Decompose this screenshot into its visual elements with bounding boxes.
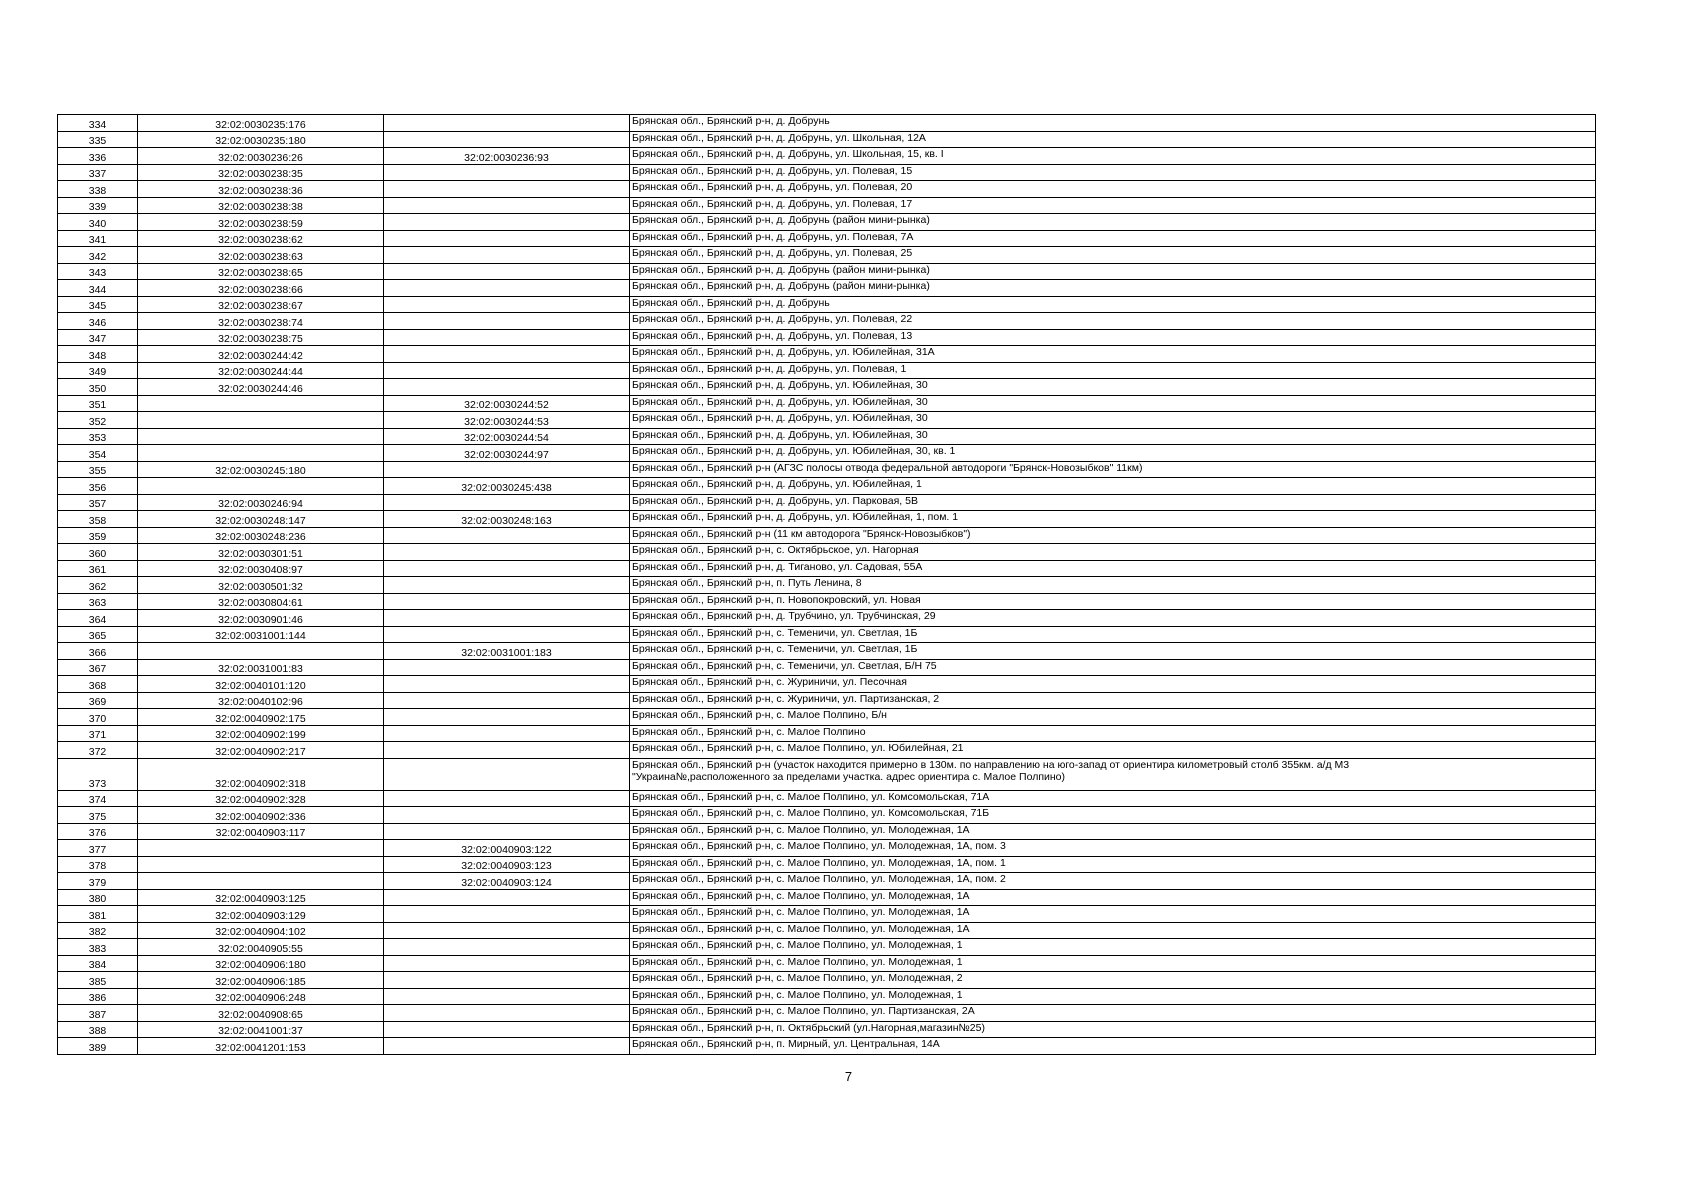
cadastral-number-cell: 32:02:0041001:37 <box>138 1021 384 1038</box>
row-number-cell: 385 <box>58 972 138 989</box>
row-number-cell: 363 <box>58 593 138 610</box>
row-number-cell: 351 <box>58 395 138 412</box>
linked-cadastral-number-cell: 32:02:0040903:122 <box>384 840 630 857</box>
table-row <box>58 247 1596 264</box>
table-row <box>58 395 1596 412</box>
row-number-cell: 379 <box>58 873 138 890</box>
table-row <box>58 412 1596 429</box>
cadastral-number-cell <box>138 873 384 890</box>
linked-cadastral-number-cell: 32:02:0031001:183 <box>384 643 630 660</box>
linked-cadastral-number-cell: 32:02:0030245:438 <box>384 478 630 495</box>
table-row <box>58 280 1596 297</box>
address-cell: Брянская обл., Брянский р-н, с. Малое Полпино, ул. Молодежная, 1 <box>630 939 1596 956</box>
row-number-cell: 386 <box>58 988 138 1005</box>
table-row <box>58 511 1596 528</box>
cadastral-number-cell: 32:02:0030238:36 <box>138 181 384 198</box>
cadastral-number-cell: 32:02:0030238:65 <box>138 263 384 280</box>
table-row <box>58 478 1596 495</box>
address-cell: Брянская обл., Брянский р-н, с. Теменичи, ул. Светлая, Б/Н 75 <box>630 659 1596 676</box>
linked-cadastral-number-cell <box>384 610 630 627</box>
address-cell: Брянская обл., Брянский р-н, с. Малое Полпино, ул. Молодежная, 1А <box>630 922 1596 939</box>
row-number-cell: 338 <box>58 181 138 198</box>
cadastral-number-cell: 32:02:0030501:32 <box>138 577 384 594</box>
row-number-cell: 373 <box>58 758 138 790</box>
table-row <box>58 1021 1596 1038</box>
linked-cadastral-number-cell <box>384 823 630 840</box>
address-cell: Брянская обл., Брянский р-н, д. Добрунь, ул. Юбилейная, 1, пом. 1 <box>630 511 1596 528</box>
cadastral-number-cell: 32:02:0030235:176 <box>138 115 384 132</box>
linked-cadastral-number-cell: 32:02:0040903:123 <box>384 856 630 873</box>
linked-cadastral-number-cell <box>384 346 630 363</box>
table-row <box>58 313 1596 330</box>
cadastral-number-cell: 32:02:0030238:74 <box>138 313 384 330</box>
address-cell: Брянская обл., Брянский р-н, д. Добрунь, ул. Полевая, 20 <box>630 181 1596 198</box>
address-cell: Брянская обл., Брянский р-н, с. Малое Полпино, ул. Комсомольская, 71А <box>630 790 1596 807</box>
row-number-cell: 349 <box>58 362 138 379</box>
address-cell: Брянская обл., Брянский р-н, д. Добрунь (район мини-рынка) <box>630 214 1596 231</box>
table-row <box>58 362 1596 379</box>
cadastral-number-cell: 32:02:0030238:66 <box>138 280 384 297</box>
cadastral-number-cell <box>138 428 384 445</box>
address-cell: Брянская обл., Брянский р-н (11 км автодорога "Брянск-Новозыбков") <box>630 527 1596 544</box>
address-cell: Брянская обл., Брянский р-н, с. Малое Полпино, ул. Партизанская, 2А <box>630 1005 1596 1022</box>
linked-cadastral-number-cell <box>384 790 630 807</box>
table-row <box>58 790 1596 807</box>
cadastral-number-cell: 32:02:0040906:248 <box>138 988 384 1005</box>
linked-cadastral-number-cell: 32:02:0030244:52 <box>384 395 630 412</box>
address-cell: Брянская обл., Брянский р-н, д. Добрунь, ул. Полевая, 17 <box>630 197 1596 214</box>
page-number: 7 <box>844 1069 853 1084</box>
row-number-cell: 376 <box>58 823 138 840</box>
cadastral-number-cell: 32:02:0030901:46 <box>138 610 384 627</box>
row-number-cell: 340 <box>58 214 138 231</box>
row-number-cell: 359 <box>58 527 138 544</box>
row-number-cell: 388 <box>58 1021 138 1038</box>
table-row <box>58 922 1596 939</box>
cadastral-number-cell: 32:02:0030238:67 <box>138 296 384 313</box>
address-cell: Брянская обл., Брянский р-н, д. Добрунь, ул. Юбилейная, 1 <box>630 478 1596 495</box>
row-number-cell: 357 <box>58 494 138 511</box>
linked-cadastral-number-cell <box>384 197 630 214</box>
cadastral-number-cell: 32:02:0030236:26 <box>138 148 384 165</box>
cadastral-number-cell <box>138 412 384 429</box>
table-row <box>58 544 1596 561</box>
address-cell: Брянская обл., Брянский р-н, п. Мирный, ул. Центральная, 14А <box>630 1038 1596 1055</box>
row-number-cell: 383 <box>58 939 138 956</box>
row-number-cell: 378 <box>58 856 138 873</box>
table-row <box>58 115 1596 132</box>
address-cell: Брянская обл., Брянский р-н, с. Малое Полпино <box>630 725 1596 742</box>
cadastral-number-cell: 32:02:0030244:46 <box>138 379 384 396</box>
table-row <box>58 840 1596 857</box>
row-number-cell: 370 <box>58 709 138 726</box>
table-row <box>58 593 1596 610</box>
address-cell: Брянская обл., Брянский р-н, д. Добрунь <box>630 115 1596 132</box>
linked-cadastral-number-cell: 32:02:0030244:97 <box>384 445 630 462</box>
cadastral-number-cell: 32:02:0040903:117 <box>138 823 384 840</box>
row-number-cell: 348 <box>58 346 138 363</box>
cadastral-number-cell <box>138 445 384 462</box>
row-number-cell: 342 <box>58 247 138 264</box>
linked-cadastral-number-cell <box>384 164 630 181</box>
cadastral-number-cell: 32:02:0040902:336 <box>138 807 384 824</box>
cadastral-number-cell: 32:02:0040904:102 <box>138 922 384 939</box>
row-number-cell: 367 <box>58 659 138 676</box>
cadastral-number-cell: 32:02:0030408:97 <box>138 560 384 577</box>
address-cell: Брянская обл., Брянский р-н, с. Журиничи, ул. Партизанская, 2 <box>630 692 1596 709</box>
row-number-cell: 362 <box>58 577 138 594</box>
cadastral-number-cell: 32:02:0030238:59 <box>138 214 384 231</box>
row-number-cell: 345 <box>58 296 138 313</box>
address-cell: Брянская обл., Брянский р-н, с. Малое Полпино, ул. Молодежная, 2 <box>630 972 1596 989</box>
cadastral-number-cell: 32:02:0040903:125 <box>138 889 384 906</box>
address-cell: Брянская обл., Брянский р-н, с. Малое Полпино, ул. Молодежная, 1 <box>630 955 1596 972</box>
linked-cadastral-number-cell <box>384 544 630 561</box>
cadastral-number-cell: 32:02:0031001:144 <box>138 626 384 643</box>
table-row <box>58 214 1596 231</box>
linked-cadastral-number-cell <box>384 560 630 577</box>
cadastral-number-cell: 32:02:0030238:62 <box>138 230 384 247</box>
linked-cadastral-number-cell <box>384 659 630 676</box>
cadastral-number-cell: 32:02:0030301:51 <box>138 544 384 561</box>
linked-cadastral-number-cell <box>384 906 630 923</box>
table-row <box>58 659 1596 676</box>
cadastral-number-cell: 32:02:0030244:42 <box>138 346 384 363</box>
row-number-cell: 350 <box>58 379 138 396</box>
cadastral-number-cell: 32:02:0030248:236 <box>138 527 384 544</box>
row-number-cell: 339 <box>58 197 138 214</box>
address-cell: Брянская обл., Брянский р-н, с. Малое Полпино, ул. Молодежная, 1А, пом. 3 <box>630 840 1596 857</box>
linked-cadastral-number-cell <box>384 626 630 643</box>
address-cell: Брянская обл., Брянский р-н, с. Малое Полпино, ул. Молодежная, 1А <box>630 823 1596 840</box>
row-number-cell: 341 <box>58 230 138 247</box>
linked-cadastral-number-cell <box>384 214 630 231</box>
table-row <box>58 807 1596 824</box>
table-row <box>58 379 1596 396</box>
cadastral-number-cell: 32:02:0030248:147 <box>138 511 384 528</box>
row-number-cell: 361 <box>58 560 138 577</box>
row-number-cell: 382 <box>58 922 138 939</box>
row-number-cell: 364 <box>58 610 138 627</box>
row-number-cell: 355 <box>58 461 138 478</box>
linked-cadastral-number-cell <box>384 758 630 790</box>
linked-cadastral-number-cell: 32:02:0030244:53 <box>384 412 630 429</box>
table-row <box>58 856 1596 873</box>
address-cell: Брянская обл., Брянский р-н, д. Добрунь, ул. Полевая, 7А <box>630 230 1596 247</box>
cadastral-number-cell <box>138 840 384 857</box>
cadastral-number-cell: 32:02:0040902:328 <box>138 790 384 807</box>
cadastral-number-cell: 32:02:0030238:38 <box>138 197 384 214</box>
row-number-cell: 372 <box>58 742 138 759</box>
table-row <box>58 164 1596 181</box>
table-row <box>58 610 1596 627</box>
table-row <box>58 873 1596 890</box>
table-row <box>58 148 1596 165</box>
linked-cadastral-number-cell: 32:02:0030236:93 <box>384 148 630 165</box>
table-row <box>58 263 1596 280</box>
table-row <box>58 527 1596 544</box>
table-row <box>58 181 1596 198</box>
linked-cadastral-number-cell <box>384 1021 630 1038</box>
linked-cadastral-number-cell: 32:02:0040903:124 <box>384 873 630 890</box>
cadastral-number-cell <box>138 643 384 660</box>
address-cell: Брянская обл., Брянский р-н, с. Октябрьское, ул. Нагорная <box>630 544 1596 561</box>
cadastral-number-cell: 32:02:0030238:35 <box>138 164 384 181</box>
linked-cadastral-number-cell <box>384 494 630 511</box>
linked-cadastral-number-cell <box>384 807 630 824</box>
table-row <box>58 988 1596 1005</box>
table-row <box>58 823 1596 840</box>
cadastral-number-cell <box>138 478 384 495</box>
linked-cadastral-number-cell <box>384 263 630 280</box>
row-number-cell: 375 <box>58 807 138 824</box>
address-cell: Брянская обл., Брянский р-н, с. Малое Полпино, ул. Молодежная, 1 <box>630 988 1596 1005</box>
registry-table <box>57 114 1596 1055</box>
address-cell: Брянская обл., Брянский р-н, д. Добрунь, ул. Юбилейная, 31А <box>630 346 1596 363</box>
table-row <box>58 577 1596 594</box>
linked-cadastral-number-cell <box>384 955 630 972</box>
table-row <box>58 329 1596 346</box>
linked-cadastral-number-cell <box>384 461 630 478</box>
cadastral-number-cell: 32:02:0040903:129 <box>138 906 384 923</box>
row-number-cell: 371 <box>58 725 138 742</box>
table-row <box>58 1005 1596 1022</box>
cadastral-number-cell: 32:02:0040905:55 <box>138 939 384 956</box>
cadastral-number-cell: 32:02:0030235:180 <box>138 131 384 148</box>
linked-cadastral-number-cell: 32:02:0030244:54 <box>384 428 630 445</box>
table-row <box>58 230 1596 247</box>
table-row <box>58 131 1596 148</box>
linked-cadastral-number-cell <box>384 280 630 297</box>
address-cell: Брянская обл., Брянский р-н, д. Добрунь, ул. Полевая, 22 <box>630 313 1596 330</box>
table-row <box>58 445 1596 462</box>
row-number-cell: 352 <box>58 412 138 429</box>
table-row <box>58 742 1596 759</box>
address-cell: Брянская обл., Брянский р-н, с. Малое Полпино, ул. Молодежная, 1А <box>630 906 1596 923</box>
cadastral-number-cell: 32:02:0040902:175 <box>138 709 384 726</box>
cadastral-number-cell: 32:02:0040902:217 <box>138 742 384 759</box>
table-row <box>58 428 1596 445</box>
table-row <box>58 643 1596 660</box>
table-row <box>58 461 1596 478</box>
table-row <box>58 692 1596 709</box>
row-number-cell: 368 <box>58 676 138 693</box>
address-cell: Брянская обл., Брянский р-н, с. Малое Полпино, ул. Молодежная, 1А, пом. 2 <box>630 873 1596 890</box>
table-row <box>58 676 1596 693</box>
address-cell: Брянская обл., Брянский р-н, п. Новопокровский, ул. Новая <box>630 593 1596 610</box>
address-cell: Брянская обл., Брянский р-н, с. Малое Полпино, Б/н <box>630 709 1596 726</box>
address-cell: Брянская обл., Брянский р-н, с. Малое Полпино, ул. Комсомольская, 71Б <box>630 807 1596 824</box>
row-number-cell: 389 <box>58 1038 138 1055</box>
address-cell: Брянская обл., Брянский р-н, с. Теменичи, ул. Светлая, 1Б <box>630 643 1596 660</box>
row-number-cell: 347 <box>58 329 138 346</box>
address-cell: Брянская обл., Брянский р-н (АГЗС полосы отвода федеральной автодороги "Брянск-Новозыбков" 11км) <box>630 461 1596 478</box>
cadastral-number-cell: 32:02:0030804:61 <box>138 593 384 610</box>
linked-cadastral-number-cell <box>384 692 630 709</box>
linked-cadastral-number-cell <box>384 742 630 759</box>
address-cell: Брянская обл., Брянский р-н, с. Теменичи, ул. Светлая, 1Б <box>630 626 1596 643</box>
linked-cadastral-number-cell <box>384 972 630 989</box>
row-number-cell: 366 <box>58 643 138 660</box>
linked-cadastral-number-cell <box>384 181 630 198</box>
cadastral-number-cell: 32:02:0030244:44 <box>138 362 384 379</box>
address-cell: Брянская обл., Брянский р-н, д. Добрунь, ул. Парковая, 5В <box>630 494 1596 511</box>
linked-cadastral-number-cell <box>384 1005 630 1022</box>
address-cell: Брянская обл., Брянский р-н, д. Добрунь, ул. Юбилейная, 30 <box>630 379 1596 396</box>
linked-cadastral-number-cell <box>384 379 630 396</box>
row-number-cell: 356 <box>58 478 138 495</box>
table-row <box>58 494 1596 511</box>
cadastral-number-cell <box>138 395 384 412</box>
linked-cadastral-number-cell <box>384 725 630 742</box>
row-number-cell: 346 <box>58 313 138 330</box>
row-number-cell: 335 <box>58 131 138 148</box>
address-cell: Брянская обл., Брянский р-н, п. Октябрьский (ул.Нагорная,магазин№25) <box>630 1021 1596 1038</box>
address-cell: Брянская обл., Брянский р-н, с. Журиничи, ул. Песочная <box>630 676 1596 693</box>
cadastral-number-cell: 32:02:0041201:153 <box>138 1038 384 1055</box>
linked-cadastral-number-cell <box>384 889 630 906</box>
table-row <box>58 758 1596 790</box>
table-row <box>58 725 1596 742</box>
address-cell: Брянская обл., Брянский р-н, п. Путь Ленина, 8 <box>630 577 1596 594</box>
cadastral-number-cell: 32:02:0030246:94 <box>138 494 384 511</box>
table-row <box>58 939 1596 956</box>
linked-cadastral-number-cell <box>384 329 630 346</box>
table-row <box>58 889 1596 906</box>
address-cell: Брянская обл., Брянский р-н, д. Добрунь, ул. Школьная, 12А <box>630 131 1596 148</box>
row-number-cell: 384 <box>58 955 138 972</box>
address-cell: Брянская обл., Брянский р-н, д. Добрунь, ул. Юбилейная, 30 <box>630 428 1596 445</box>
address-cell: Брянская обл., Брянский р-н, д. Тиганово, ул. Садовая, 55А <box>630 560 1596 577</box>
address-cell: Брянская обл., Брянский р-н, д. Добрунь, ул. Юбилейная, 30 <box>630 412 1596 429</box>
table-row <box>58 346 1596 363</box>
row-number-cell: 343 <box>58 263 138 280</box>
linked-cadastral-number-cell <box>384 939 630 956</box>
cadastral-number-cell: 32:02:0040902:199 <box>138 725 384 742</box>
cadastral-number-cell: 32:02:0040906:180 <box>138 955 384 972</box>
address-cell: Брянская обл., Брянский р-н (участок находится примерно в 130м. по направлению на юго-запад от ориентира километровый столб 355км. а/д М3 "Украина№,расположенного за пределами участка. адрес ориентира с. Малое Полпино) <box>630 758 1596 790</box>
table-row <box>58 296 1596 313</box>
address-cell: Брянская обл., Брянский р-н, д. Добрунь, ул. Полевая, 1 <box>630 362 1596 379</box>
linked-cadastral-number-cell <box>384 247 630 264</box>
row-number-cell: 380 <box>58 889 138 906</box>
cadastral-number-cell: 32:02:0030245:180 <box>138 461 384 478</box>
cadastral-number-cell <box>138 856 384 873</box>
table-row <box>58 560 1596 577</box>
cadastral-number-cell: 32:02:0040902:318 <box>138 758 384 790</box>
cadastral-number-cell: 32:02:0040101:120 <box>138 676 384 693</box>
row-number-cell: 353 <box>58 428 138 445</box>
address-cell: Брянская обл., Брянский р-н, д. Добрунь, ул. Юбилейная, 30 <box>630 395 1596 412</box>
table-row <box>58 955 1596 972</box>
address-cell: Брянская обл., Брянский р-н, с. Малое Полпино, ул. Молодежная, 1А <box>630 889 1596 906</box>
table-row <box>58 626 1596 643</box>
linked-cadastral-number-cell <box>384 676 630 693</box>
address-cell: Брянская обл., Брянский р-н, д. Трубчино, ул. Трубчинская, 29 <box>630 610 1596 627</box>
row-number-cell: 337 <box>58 164 138 181</box>
cadastral-number-cell: 32:02:0030238:75 <box>138 329 384 346</box>
table-row <box>58 197 1596 214</box>
linked-cadastral-number-cell <box>384 1038 630 1055</box>
linked-cadastral-number-cell <box>384 593 630 610</box>
linked-cadastral-number-cell <box>384 709 630 726</box>
address-cell: Брянская обл., Брянский р-н, д. Добрунь (район мини-рынка) <box>630 280 1596 297</box>
address-cell: Брянская обл., Брянский р-н, д. Добрунь, ул. Полевая, 15 <box>630 164 1596 181</box>
linked-cadastral-number-cell <box>384 922 630 939</box>
table-row <box>58 972 1596 989</box>
registry-table-body <box>58 115 1596 1055</box>
row-number-cell: 374 <box>58 790 138 807</box>
row-number-cell: 344 <box>58 280 138 297</box>
address-cell: Брянская обл., Брянский р-н, с. Малое Полпино, ул. Молодежная, 1А, пом. 1 <box>630 856 1596 873</box>
row-number-cell: 354 <box>58 445 138 462</box>
row-number-cell: 387 <box>58 1005 138 1022</box>
address-cell: Брянская обл., Брянский р-н, д. Добрунь, ул. Юбилейная, 30, кв. 1 <box>630 445 1596 462</box>
cadastral-number-cell: 32:02:0040102:96 <box>138 692 384 709</box>
linked-cadastral-number-cell <box>384 988 630 1005</box>
cadastral-number-cell: 32:02:0030238:63 <box>138 247 384 264</box>
table-row <box>58 1038 1596 1055</box>
cadastral-number-cell: 32:02:0040908:65 <box>138 1005 384 1022</box>
table-row <box>58 709 1596 726</box>
linked-cadastral-number-cell <box>384 230 630 247</box>
address-cell: Брянская обл., Брянский р-н, д. Добрунь, ул. Школьная, 15, кв. I <box>630 148 1596 165</box>
row-number-cell: 334 <box>58 115 138 132</box>
linked-cadastral-number-cell <box>384 577 630 594</box>
row-number-cell: 358 <box>58 511 138 528</box>
address-cell: Брянская обл., Брянский р-н, д. Добрунь <box>630 296 1596 313</box>
address-cell: Брянская обл., Брянский р-н, с. Малое Полпино, ул. Юбилейная, 21 <box>630 742 1596 759</box>
row-number-cell: 377 <box>58 840 138 857</box>
address-cell: Брянская обл., Брянский р-н, д. Добрунь, ул. Полевая, 25 <box>630 247 1596 264</box>
table-row <box>58 906 1596 923</box>
linked-cadastral-number-cell <box>384 313 630 330</box>
row-number-cell: 360 <box>58 544 138 561</box>
linked-cadastral-number-cell <box>384 115 630 132</box>
linked-cadastral-number-cell: 32:02:0030248:163 <box>384 511 630 528</box>
row-number-cell: 381 <box>58 906 138 923</box>
linked-cadastral-number-cell <box>384 131 630 148</box>
linked-cadastral-number-cell <box>384 362 630 379</box>
linked-cadastral-number-cell <box>384 296 630 313</box>
cadastral-number-cell: 32:02:0040906:185 <box>138 972 384 989</box>
row-number-cell: 336 <box>58 148 138 165</box>
address-cell: Брянская обл., Брянский р-н, д. Добрунь (район мини-рынка) <box>630 263 1596 280</box>
cadastral-number-cell: 32:02:0031001:83 <box>138 659 384 676</box>
row-number-cell: 365 <box>58 626 138 643</box>
row-number-cell: 369 <box>58 692 138 709</box>
address-cell: Брянская обл., Брянский р-н, д. Добрунь, ул. Полевая, 13 <box>630 329 1596 346</box>
linked-cadastral-number-cell <box>384 527 630 544</box>
